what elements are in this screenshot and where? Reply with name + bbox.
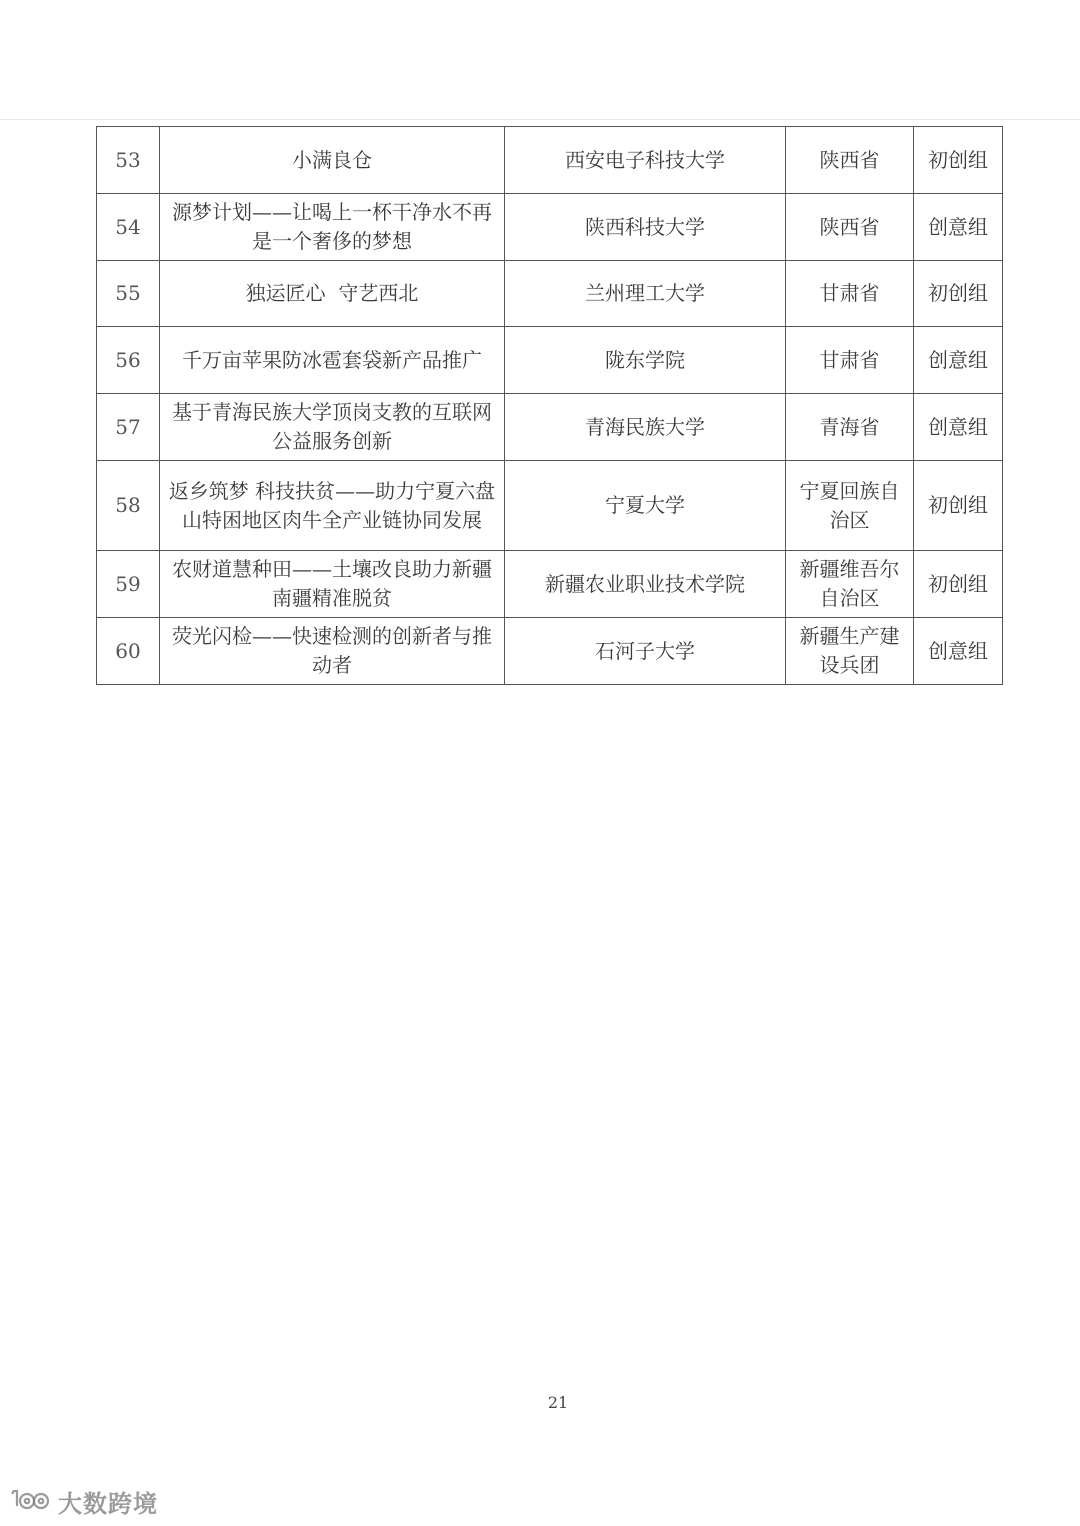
row-number: 57 bbox=[97, 394, 160, 461]
group-type: 初创组 bbox=[914, 261, 1003, 327]
table-row bbox=[97, 261, 1003, 327]
watermark-text: 大数跨境 bbox=[58, 1489, 158, 1518]
group-type: 创意组 bbox=[914, 327, 1003, 394]
table-row bbox=[97, 194, 1003, 261]
table-row bbox=[97, 551, 1003, 618]
region: 甘肃省 bbox=[786, 261, 914, 327]
region: 甘肃省 bbox=[786, 327, 914, 394]
row-number: 53 bbox=[97, 127, 160, 194]
region: 青海省 bbox=[786, 394, 914, 461]
project-name: 千万亩苹果防冰雹套袋新产品推广 bbox=[160, 327, 505, 394]
table-row bbox=[97, 394, 1003, 461]
table-row bbox=[97, 618, 1003, 685]
group-type: 创意组 bbox=[914, 394, 1003, 461]
table-row bbox=[97, 127, 1003, 194]
project-name: 独运匠心 守艺西北 bbox=[160, 261, 505, 327]
region: 新疆维吾尔自治区 bbox=[786, 551, 914, 618]
school-name: 西安电子科技大学 bbox=[505, 127, 786, 194]
table-row bbox=[97, 327, 1003, 394]
school-name: 青海民族大学 bbox=[505, 394, 786, 461]
school-name: 兰州理工大学 bbox=[505, 261, 786, 327]
school-name: 宁夏大学 bbox=[505, 461, 786, 551]
group-type: 创意组 bbox=[914, 194, 1003, 261]
row-number: 56 bbox=[97, 327, 160, 394]
project-name: 荧光闪检——快速检测的创新者与推动者 bbox=[160, 618, 505, 685]
page-number: 21 bbox=[547, 1393, 569, 1412]
project-name: 小满良仓 bbox=[160, 127, 505, 194]
row-number: 58 bbox=[97, 461, 160, 551]
page-top-rule bbox=[0, 119, 1080, 120]
watermark-logo-icon bbox=[10, 1488, 52, 1514]
group-type: 创意组 bbox=[914, 618, 1003, 685]
region: 宁夏回族自治区 bbox=[786, 461, 914, 551]
school-name: 石河子大学 bbox=[505, 618, 786, 685]
row-number: 59 bbox=[97, 551, 160, 618]
row-number: 60 bbox=[97, 618, 160, 685]
group-type: 初创组 bbox=[914, 127, 1003, 194]
row-number: 54 bbox=[97, 194, 160, 261]
table-row bbox=[97, 461, 1003, 551]
project-name: 基于青海民族大学顶岗支教的互联网公益服务创新 bbox=[160, 394, 505, 461]
project-name: 返乡筑梦 科技扶贫——助力宁夏六盘山特困地区肉牛全产业链协同发展 bbox=[160, 461, 505, 551]
row-number: 55 bbox=[97, 261, 160, 327]
group-type: 初创组 bbox=[914, 461, 1003, 551]
watermark bbox=[10, 1486, 158, 1516]
region: 新疆生产建设兵团 bbox=[786, 618, 914, 685]
school-name: 新疆农业职业技术学院 bbox=[505, 551, 786, 618]
region: 陕西省 bbox=[786, 194, 914, 261]
school-name: 陇东学院 bbox=[505, 327, 786, 394]
results-table bbox=[96, 126, 1003, 685]
region: 陕西省 bbox=[786, 127, 914, 194]
project-name: 农财道慧种田——土壤改良助力新疆南疆精准脱贫 bbox=[160, 551, 505, 618]
project-name: 源梦计划——让喝上一杯干净水不再是一个奢侈的梦想 bbox=[160, 194, 505, 261]
school-name: 陕西科技大学 bbox=[505, 194, 786, 261]
group-type: 初创组 bbox=[914, 551, 1003, 618]
